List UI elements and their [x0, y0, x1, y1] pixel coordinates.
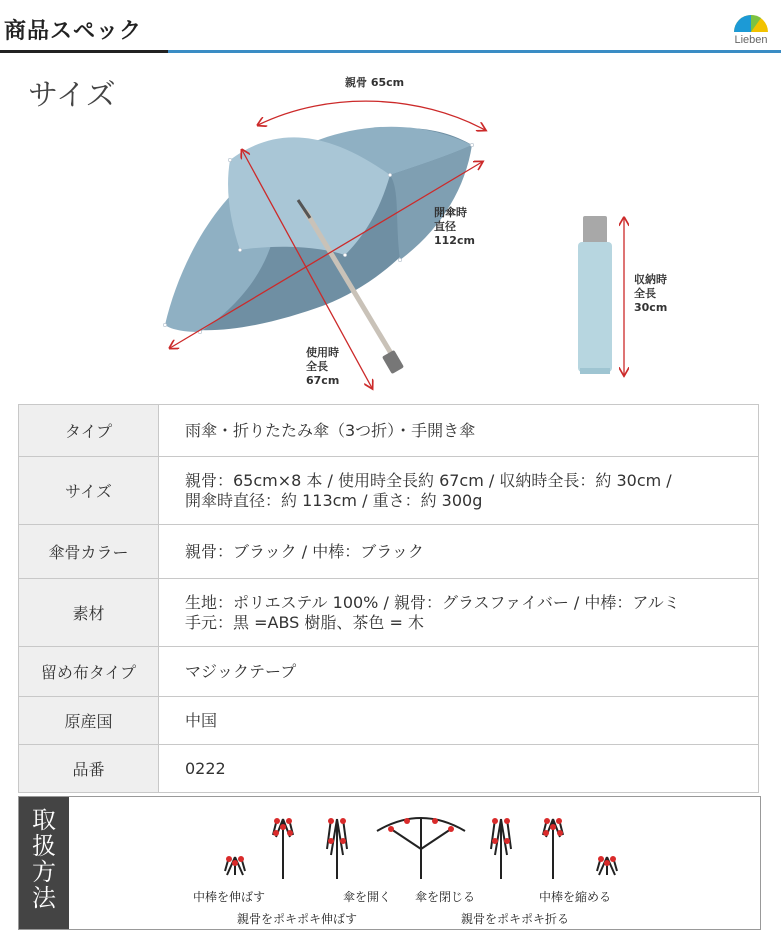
logo-text: Lieben — [734, 34, 768, 46]
table-row — [19, 525, 759, 579]
rib-length-label: 親骨 65cm — [345, 76, 405, 89]
handling-steps — [69, 797, 760, 929]
length-in-use-label: 使用時 全長 67cm — [306, 346, 340, 387]
step-open: 傘を開く — [343, 890, 392, 904]
table-row — [19, 697, 759, 745]
spec-value: 親骨：ブラック / 中棒：ブラック — [159, 525, 759, 579]
step-fold-ribs: 親骨をポキポキ折る — [461, 912, 570, 926]
umbrella-size-illustration — [150, 70, 710, 400]
brand-logo — [726, 10, 776, 48]
table-row — [19, 745, 759, 793]
step-extend-shaft: 中棒を伸ばす — [193, 890, 266, 904]
table-row — [19, 457, 759, 525]
spec-value: 親骨：65cm×8 本 / 使用時全長約 67cm / 収納時全長：約 30cm / 開傘時直径：約 113cm / 重さ：約 300g — [159, 457, 759, 525]
handling-label: 取 扱 方 法 — [19, 797, 69, 929]
spec-key: タイプ — [19, 405, 159, 457]
size-section-title: サイズ — [28, 78, 116, 113]
spec-table — [18, 404, 759, 793]
spec-key: 品番 — [19, 745, 159, 793]
spec-value: 生地：ポリエステル 100% / 親骨：グラスファイバー / 中棒：アルミ 手元：黒 =ABS 樹脂、茶色 = 木 — [159, 579, 759, 647]
folded-length-label: 収納時 全長 30cm — [634, 273, 668, 314]
spec-key: 素材 — [19, 579, 159, 647]
table-row — [19, 579, 759, 647]
spec-key: 傘骨カラー — [19, 525, 159, 579]
step-close: 傘を閉じる — [415, 890, 476, 904]
spec-value: マジックテープ — [159, 647, 759, 697]
umbrella-logo-icon — [726, 10, 776, 36]
header — [0, 0, 781, 54]
spec-value: 雨傘・折りたたみ傘（3つ折）・手開き傘 — [159, 405, 759, 457]
step-extend-ribs: 親骨をポキポキ伸ばす — [237, 912, 358, 926]
spec-value: 0222 — [159, 745, 759, 793]
handling-steps-diagram — [69, 797, 760, 929]
spec-key: サイズ — [19, 457, 159, 525]
page-title: 商品スペック — [4, 19, 143, 44]
spec-key: 留め布タイプ — [19, 647, 159, 697]
spec-value: 中国 — [159, 697, 759, 745]
header-rule-accent — [0, 50, 168, 53]
step-shrink-shaft: 中棒を縮める — [539, 890, 612, 904]
open-diameter-label: 開傘時 直径 112cm — [434, 206, 475, 247]
table-row — [19, 647, 759, 697]
spec-key: 原産国 — [19, 697, 159, 745]
umbrella-diagram — [150, 70, 710, 400]
handling-instructions — [18, 796, 761, 930]
table-row — [19, 405, 759, 457]
